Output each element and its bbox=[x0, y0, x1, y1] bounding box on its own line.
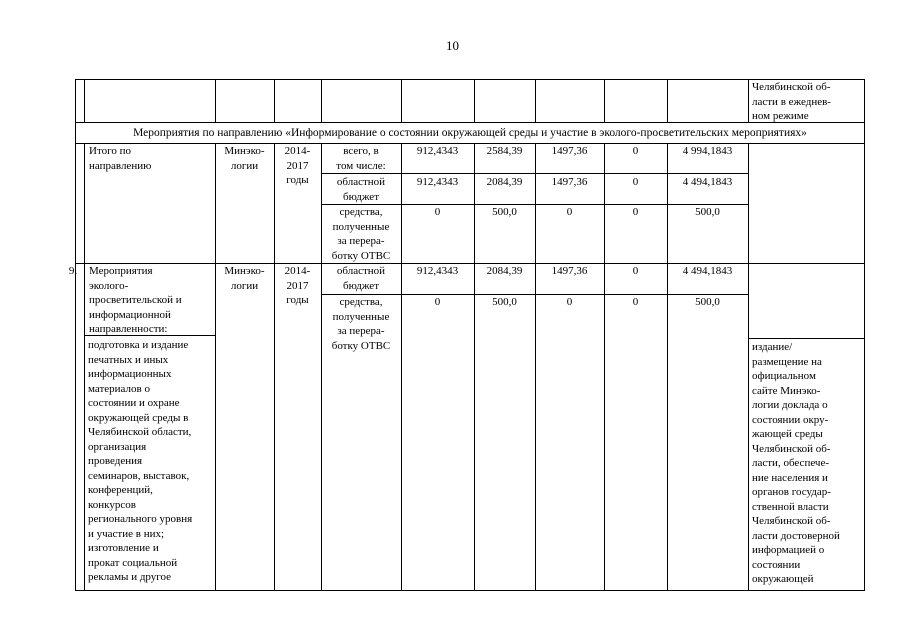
table-col-line bbox=[667, 79, 668, 122]
total-row-v2017: 0 bbox=[632, 145, 639, 157]
item9-period: 2014- 2017 годы bbox=[284, 265, 311, 306]
item9-row-v2017: 0 bbox=[632, 265, 639, 277]
item9-row-source: средства, полученные за перера- ботку ОТВС bbox=[331, 296, 391, 352]
total-period: 2014- 2017 годы bbox=[284, 145, 311, 186]
total-row-v2017: 0 bbox=[632, 206, 639, 218]
table-col-line bbox=[474, 79, 475, 122]
page-number: 10 bbox=[446, 38, 459, 53]
table-line-section-top bbox=[75, 122, 865, 123]
total-row-v2016: 1497,36 bbox=[551, 145, 588, 157]
table-col-line bbox=[748, 143, 749, 590]
item9-row-v2016: 0 bbox=[566, 296, 573, 308]
total-row-source: всего, в том числе: bbox=[336, 145, 386, 172]
total-row-v2017: 0 bbox=[632, 176, 639, 188]
table-col-line bbox=[215, 143, 216, 590]
table-col-line bbox=[84, 79, 85, 122]
table-col-line bbox=[748, 79, 749, 122]
total-row-v2015: 2584,39 bbox=[486, 145, 523, 157]
item9-row-v2015: 500,0 bbox=[492, 296, 517, 308]
total-row-v2014: 912,4343 bbox=[416, 176, 459, 188]
table-border-top bbox=[75, 79, 865, 80]
item9-name: Мероприятия эколого- просветительской и информационной направленности: bbox=[89, 265, 182, 335]
item9-row-v2014: 0 bbox=[434, 296, 441, 308]
item9-result: издание/ размещение на официальном сайте Минэко- логии доклада о состоянии окру- жающей среды Челябинской об- ласти, обеспече- ние населения и органов государ- ственной власти Челябинской об- ласти достоверной информацией о состоянии окружающей bbox=[752, 341, 840, 585]
total-row-source: областной бюджет bbox=[336, 176, 386, 203]
item9-sub-description: подготовка и издание печатных и иных информационных материалов о состоянии и охране окружающей среды в Челябинской области, организация проведения семинаров, выставок, конференций, конкурсов регионального уровня и участие в них; изготовление и прокат социальной рекламы и другое bbox=[88, 339, 193, 583]
table-col-line bbox=[604, 79, 605, 122]
total-row-total: 4 994,1843 bbox=[682, 145, 733, 157]
table-col-line bbox=[321, 79, 322, 122]
total-row-v2015: 2084,39 bbox=[486, 176, 523, 188]
total-row-v2014: 0 bbox=[434, 206, 441, 218]
item9-row-v2014: 912,4343 bbox=[416, 265, 459, 277]
table-border-right bbox=[864, 79, 865, 590]
item9-row-source: областной бюджет bbox=[336, 265, 386, 292]
table-col-line bbox=[215, 79, 216, 122]
total-executor: Минэко- логии bbox=[224, 145, 265, 172]
total-row-v2015: 500,0 bbox=[492, 206, 517, 218]
total-row-v2014: 912,4343 bbox=[416, 145, 459, 157]
table-col-line bbox=[401, 79, 402, 122]
table-col-line bbox=[274, 79, 275, 122]
table-border-bottom bbox=[75, 590, 865, 591]
table-line-sub bbox=[748, 338, 865, 339]
total-row-v2016: 0 bbox=[566, 206, 573, 218]
total-name: Итого по направлению bbox=[89, 145, 152, 172]
top-row-result: Челябинской об- ласти в ежеднев- ном режиме bbox=[752, 81, 831, 122]
item9-row-total: 4 494,1843 bbox=[682, 265, 733, 277]
total-row-v2016: 1497,36 bbox=[551, 176, 588, 188]
item9-row-v2015: 2084,39 bbox=[486, 265, 523, 277]
item9-number: 9. bbox=[68, 265, 78, 277]
item9-row-v2016: 1497,36 bbox=[551, 265, 588, 277]
table-border-left bbox=[75, 79, 76, 590]
table-col-line bbox=[84, 143, 85, 590]
total-row-total: 4 494,1843 bbox=[682, 176, 733, 188]
table-col-line bbox=[535, 79, 536, 122]
total-row-source: средства, полученные за перера- ботку ОТВС bbox=[331, 206, 391, 262]
item9-row-total: 500,0 bbox=[695, 296, 720, 308]
item9-executor: Минэко- логии bbox=[224, 265, 265, 292]
table-col-line bbox=[274, 143, 275, 590]
item9-row-v2017: 0 bbox=[632, 296, 639, 308]
total-row-total: 500,0 bbox=[695, 206, 720, 218]
section-header: Мероприятия по направлению «Информирование о состоянии окружающей среды и участие в эколого-просветительских мероприятиях» bbox=[133, 127, 807, 139]
